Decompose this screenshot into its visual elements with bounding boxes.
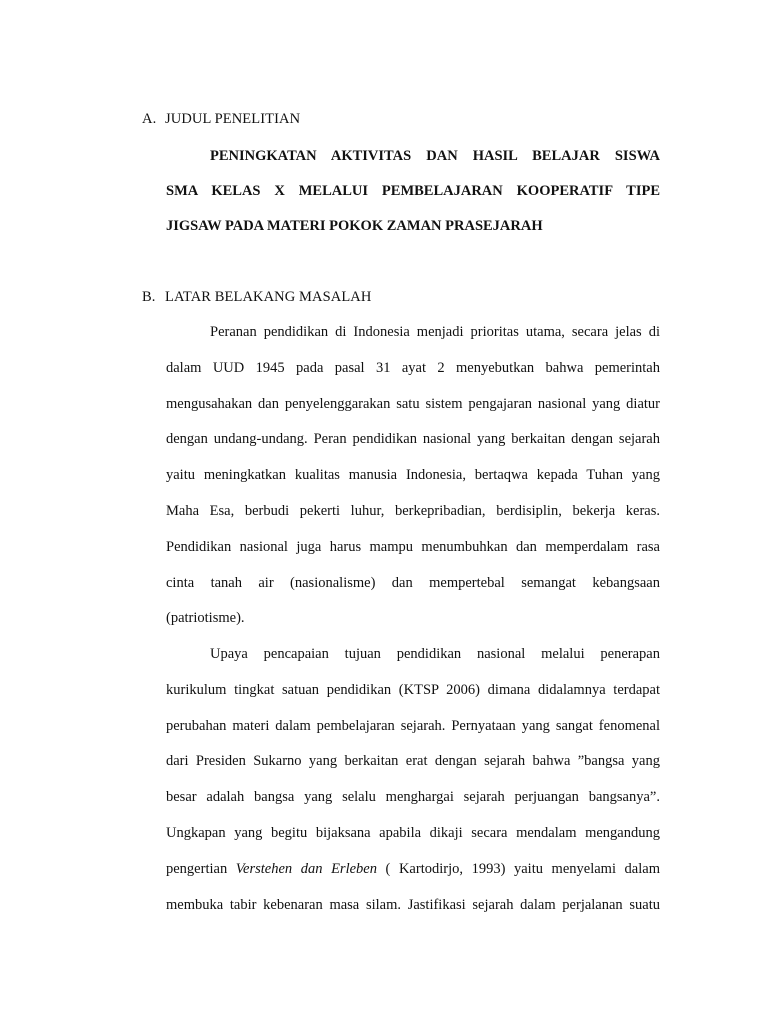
section-b-title: LATAR BELAKANG MASALAH — [165, 289, 372, 305]
paragraph-line: Ungkapan yang begitu bijaksana apabila dikaji secara mendalam mengandung — [166, 824, 660, 841]
research-title — [166, 139, 660, 244]
paragraph-line: Pendidikan nasional juga harus mampu menumbuhkan dan memperdalam rasa — [166, 538, 660, 555]
section-a-letter: A. — [142, 111, 157, 127]
paragraph-line: perubahan materi dalam pembelajaran sejarah. Pernyataan yang sangat fenomenal — [166, 717, 660, 734]
research-title-line: SMA KELAS X MELALUI PEMBELAJARAN KOOPERATIF TIPE — [166, 183, 660, 199]
paragraph-line: mengusahakan dan penyelenggarakan satu sistem pengajaran nasional yang diatur — [166, 395, 660, 412]
paragraph-1 — [166, 315, 660, 637]
paragraph-line: dalam UUD 1945 pada pasal 31 ayat 2 menyebutkan bahwa pemerintah — [166, 359, 660, 376]
paragraph-line: cinta tanah air (nasionalisme) dan mempertebal semangat kebangsaan — [166, 574, 660, 591]
paragraph-line: Peranan pendidikan di Indonesia menjadi prioritas utama, secara jelas di — [210, 324, 660, 340]
section-b-letter: B. — [142, 289, 156, 305]
paragraph-line: besar adalah bangsa yang selalu menghargai sejarah perjuangan bangsanya”. — [166, 789, 660, 806]
line-text: ( Kartodirjo, 1993) yaitu menyelami dalam — [376, 860, 660, 877]
paragraph-line-with-italic — [166, 852, 660, 888]
paragraph-line: (patriotisme). — [166, 610, 245, 627]
paragraph-line: dengan undang-undang. Peran pendidikan nasional yang berkaitan dengan sejarah — [166, 431, 660, 448]
paragraph-line: Maha Esa, berbudi pekerti luhur, berkepribadian, berdisiplin, bekerja keras. — [166, 502, 660, 519]
paragraph-line: Upaya pencapaian tujuan pendidikan nasional melalui penerapan — [210, 646, 660, 662]
paragraph-line: kurikulum tingkat satuan pendidikan (KTSP 2006) dimana didalamnya terdapat — [166, 681, 660, 698]
paragraph-line: yaitu meningkatkan kualitas manusia Indonesia, bertaqwa kepada Tuhan yang — [166, 467, 660, 484]
section-a-title: JUDUL PENELITIAN — [165, 111, 301, 127]
research-title-line: PENINGKATAN AKTIVITAS DAN HASIL BELAJAR SISWA — [210, 148, 660, 164]
line-text: pengertian — [166, 860, 236, 877]
research-title-line: JIGSAW PADA MATERI POKOK ZAMAN PRASEJARAH — [166, 218, 543, 234]
paragraph-line: membuka tabir kebenaran masa silam. Jastifikasi sejarah dalam perjalanan suatu — [166, 896, 660, 913]
paragraph-line: dari Presiden Sukarno yang berkaitan erat dengan sejarah bahwa ”bangsa yang — [166, 753, 660, 770]
italic-term: Verstehen dan Erleben — [235, 860, 377, 877]
section-a-heading — [142, 111, 300, 128]
paragraph-2 — [166, 637, 660, 923]
section-b-heading — [142, 289, 371, 306]
